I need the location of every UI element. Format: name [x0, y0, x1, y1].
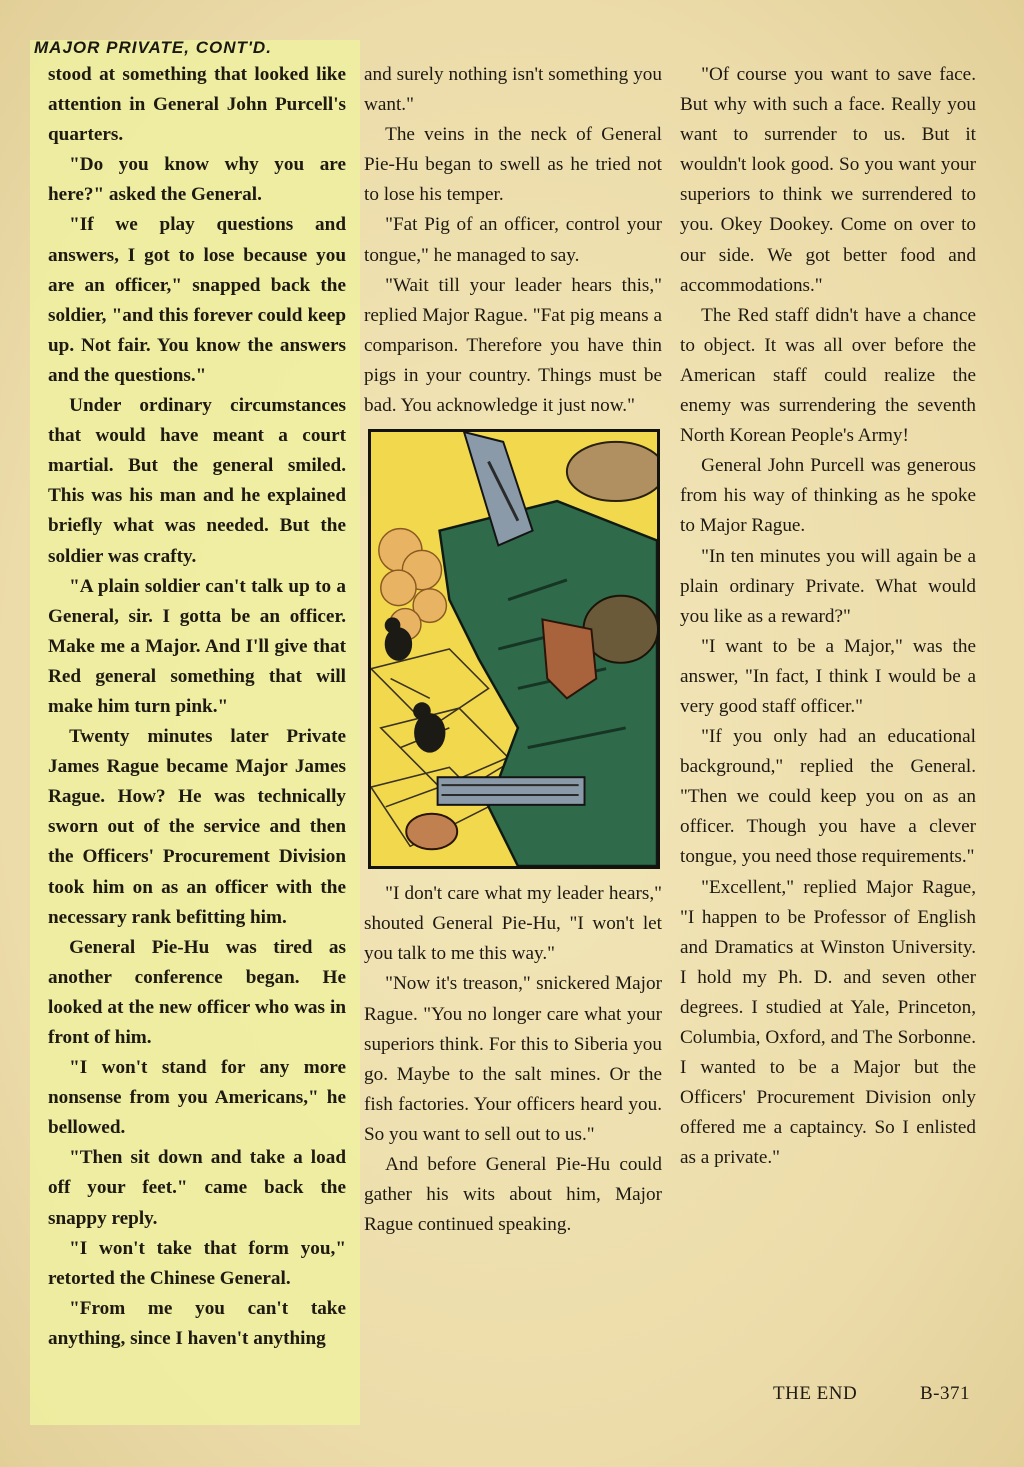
paragraph: "From me you can't take anything, since I haven't anything	[48, 1297, 346, 1349]
column-2-top-text	[364, 60, 662, 421]
comic-panel-soldier-firing	[368, 429, 660, 869]
paragraph: "If you only had an educational background," replied the General. "Then we could keep you on as an officer. Though you have a clever tongue, you need those requirements."	[680, 726, 976, 868]
paragraph: And before General Pie-Hu could gather his wits about him, Major Rague continued speaking.	[364, 1153, 662, 1236]
paragraph: Under ordinary circumstances that would have meant a court martial. But the general smiled. This was his man and he explained briefly what was needed. But the soldier was crafty.	[48, 395, 346, 567]
paragraph: "Then sit down and take a load off your feet." came back the snappy reply.	[48, 1147, 346, 1229]
paragraph: "I want to be a Major," was the answer, "In fact, I think I would be a very good staff officer."	[680, 635, 976, 717]
paragraph: stood at something that looked like attention in General John Purcell's quarters.	[48, 64, 346, 146]
panel-illustration	[371, 432, 657, 866]
paragraph: "Now it's treason," snickered Major Rague. "You no longer care what your superiors think. For this to Siberia you go. Maybe to the salt mines. Or the fish factories. Your officers heard you. So you want to sell out to us."	[364, 973, 662, 1145]
paragraph: General Pie-Hu was tired as another conference began. He looked at the new officer who was in front of him.	[48, 936, 346, 1048]
paragraph: Twenty minutes later Private James Rague became Major James Rague. How? He was technically sworn out of the service and then the Officers' Procurement Division took him on as an officer with the necessary rank befitting him.	[48, 726, 346, 928]
paragraph: "Excellent," replied Major Rague, "I happen to be Professor of English and Dramatics at Winston University. I hold my Ph. D. and seven other degrees. I studied at Yale, Princeton, Columbia, Oxford, and The Sorbonne. I wanted to be a Major but the Officers' Procurement Division only offered me a captaincy. So I enlisted as a private."	[680, 876, 976, 1169]
paragraph: "I don't care what my leader hears," shouted General Pie-Hu, "I won't let you talk to me this way."	[364, 883, 662, 965]
paragraph: "A plain soldier can't talk up to a General, sir. I gotta be an officer. Make me a Major. And I'll give that Red general something that will make him turn pink."	[48, 575, 346, 717]
text-column-2	[364, 60, 662, 1240]
paragraph: The veins in the neck of General Pie-Hu began to swell as he tried not to lose his temper.	[364, 124, 662, 206]
paragraph: "Of course you want to save face. But why with such a face. Really you want to surrender to us. But it wouldn't look good. So you want your superiors to think we surrendered to you. Okey Dookey. Come on over to our side. We got better food and accommodations."	[680, 64, 976, 296]
paragraph: "If we play questions and answers, I got to lose because you are an officer," snapped back the soldier, "and this forever could keep up. Not fair. You know the answers and the questions."	[48, 214, 346, 386]
paragraph: and surely nothing isn't something you want."	[364, 64, 662, 116]
paragraph: The Red staff didn't have a chance to object. It was all over before the American staff could realize the enemy was surrendering the seventh North Korean People's Army!	[680, 304, 976, 447]
paragraph: "I won't take that form you," retorted the Chinese General.	[48, 1237, 346, 1289]
paragraph: "In ten minutes you will again be a plain ordinary Private. What would you like as a reward?"	[680, 545, 976, 627]
story-code: B-371	[920, 1383, 970, 1404]
paragraph: "Do you know why you are here?" asked the General.	[48, 154, 346, 206]
paragraph: "I won't stand for any more nonsense from you Americans," he bellowed.	[48, 1057, 346, 1139]
column-2-bottom-text	[364, 879, 662, 1240]
story-header: MAJOR PRIVATE, CONT'D.	[34, 38, 272, 57]
the-end-label: THE END	[773, 1383, 858, 1404]
paragraph: "Fat Pig of an officer, control your tongue," he managed to say.	[364, 214, 662, 266]
text-column-3	[680, 60, 976, 1173]
paragraph: "Wait till your leader hears this," replied Major Rague. "Fat pig means a comparison. Therefore you have thin pigs in your country. Things must be bad. You acknowledge it just now."	[364, 274, 662, 417]
paragraph: General John Purcell was generous from his way of thinking as he spoke to Major Rague.	[680, 455, 976, 537]
text-column-1	[48, 60, 346, 1354]
